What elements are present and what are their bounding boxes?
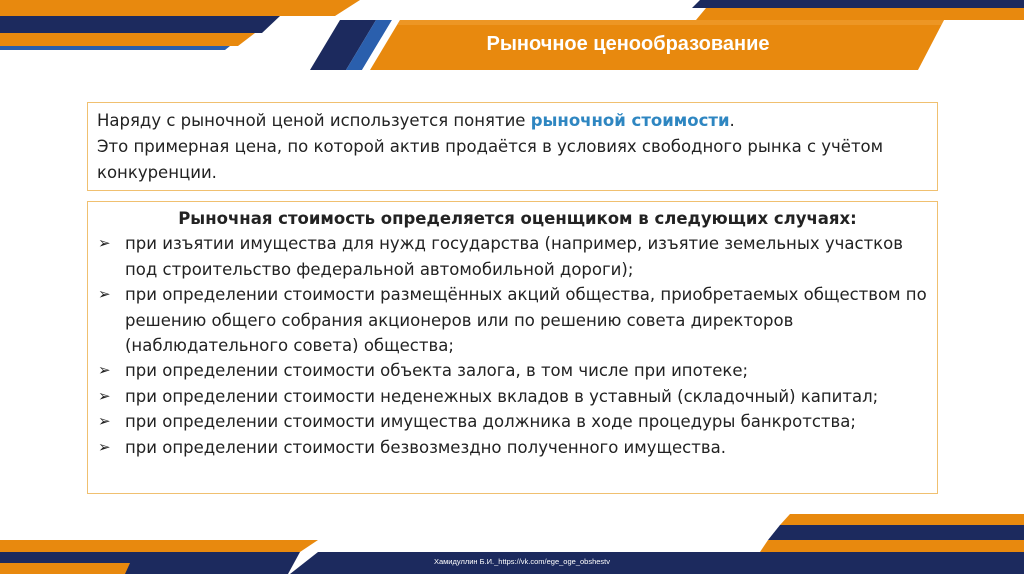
top-left-orange-stripe <box>0 0 360 16</box>
bullet-arrow-icon: ➢ <box>98 437 111 456</box>
list-item-text: при определении стоимости неденежных вкладов в уставный (складочный) капитал; <box>125 386 879 406</box>
intro-highlight-term: рыночной стоимости <box>530 111 730 130</box>
bottom-right-navy-stripe <box>768 525 1024 540</box>
cases-box <box>87 201 938 494</box>
bullet-arrow-icon: ➢ <box>98 386 111 405</box>
slide-title: Рыночное ценообразование <box>486 33 770 55</box>
intro-definition: Это примерная цена, по которой актив продаётся в условиях свободного рынка с учётом конкуренции. <box>97 137 884 182</box>
list-item <box>98 358 927 383</box>
list-item <box>98 384 927 409</box>
footer-credit: Хамидуллин Б.И._https://vk.com/ege_oge_obshestv <box>433 557 611 566</box>
top-left-thin-blue-stripe <box>0 46 230 50</box>
bullet-arrow-icon: ➢ <box>98 234 111 253</box>
intro-box <box>87 102 938 191</box>
top-right-orange-stripe <box>696 8 1024 20</box>
list-item-text: при изъятии имущества для нужд государства (например, изъятие земельных участков под строительство федеральной автомобильной дороги); <box>125 234 903 279</box>
list-item <box>98 409 927 434</box>
cases-list <box>98 231 927 460</box>
top-left-orange-stripe-2 <box>0 33 255 46</box>
list-item-text: при определении стоимости объекта залога, в том числе при ипотеке; <box>125 361 749 381</box>
top-left-navy-stripe <box>0 16 280 33</box>
list-item <box>98 282 927 358</box>
bullet-arrow-icon: ➢ <box>98 285 111 304</box>
list-item <box>98 435 927 460</box>
bullet-arrow-icon: ➢ <box>98 412 111 431</box>
list-item-text: при определении стоимости имущества должника в ходе процедуры банкротства; <box>125 412 856 432</box>
cases-heading: Рыночная стоимость определяется оценщиком в следующих случаях: <box>178 209 857 228</box>
intro-text-part1: Наряду с рыночной ценой используется понятие <box>97 111 531 130</box>
top-right-navy-stripe <box>692 0 1024 8</box>
list-item-text: при определении стоимости размещённых акций общества, приобретаемых обществом по решению общего собрания акционеров или по решению совета директоров (наблюдательного совета) общества; <box>125 285 927 356</box>
list-item <box>98 231 927 282</box>
bottom-left-orange-stripe <box>0 540 318 552</box>
bottom-right-orange-stripe-2 <box>760 540 1024 552</box>
list-item-text: при определении стоимости безвозмездно полученного имущества. <box>125 437 726 457</box>
intro-text-part2: . <box>729 111 735 130</box>
bottom-right-orange-stripe <box>780 514 1024 525</box>
title-banner-shade <box>397 20 944 25</box>
bullet-arrow-icon: ➢ <box>98 361 111 380</box>
